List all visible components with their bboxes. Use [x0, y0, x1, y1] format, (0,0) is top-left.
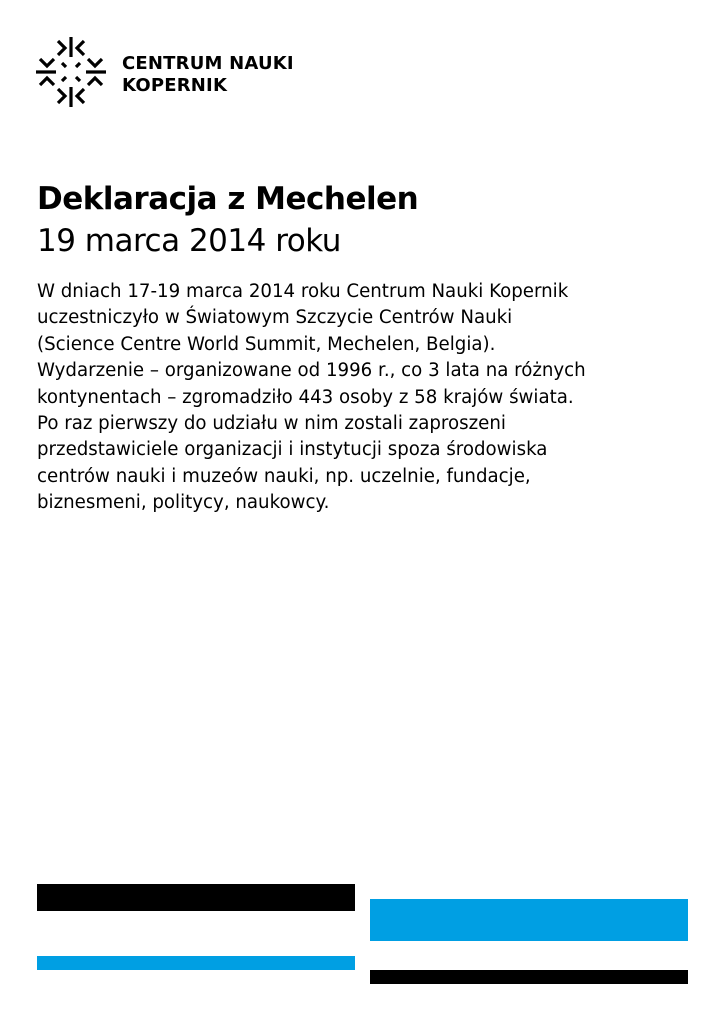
decorative-bar-black-top-left: [37, 884, 355, 911]
logo-line-2: KOPERNIK: [122, 75, 228, 96]
body-line: Po raz pierwszy do udziału w nim zostali zaproszeni: [37, 413, 506, 435]
body-line: biznesmeni, politycy, naukowcy.: [37, 492, 330, 514]
body-line: Wydarzenie – organizowane od 1996 r., co 3 lata na różnych: [37, 360, 586, 382]
decorative-bar-blue-bottom-left: [37, 956, 355, 970]
body-line: centrów nauki i muzeów nauki, np. uczelnie, fundacje,: [37, 465, 531, 487]
body-line: (Science Centre World Summit, Mechelen, Belgia).: [37, 333, 496, 355]
body-paragraph: [37, 279, 687, 517]
title-line-1: Deklaracja z Mechelen: [37, 181, 419, 217]
body-line: przedstawiciele organizacji i instytucji spoza środowiska: [37, 439, 548, 461]
title-line-2: 19 marca 2014 roku: [37, 223, 341, 259]
body-line: kontynentach – zgromadziło 443 osoby z 58 krajów świata.: [37, 386, 574, 408]
logo-line-1: CENTRUM NAUKI: [122, 53, 294, 74]
logo-wordmark: [122, 53, 294, 97]
decorative-bar-black-bottom-right: [370, 970, 688, 984]
body-line: uczestniczyło w Światowym Szczycie Centrów Nauki: [37, 307, 513, 329]
page-title: [37, 178, 418, 262]
compass-star-logo-icon: [34, 35, 108, 109]
logo: [34, 35, 294, 110]
decorative-bar-blue-right: [370, 899, 688, 941]
body-line: W dniach 17-19 marca 2014 roku Centrum Nauki Kopernik: [37, 281, 569, 302]
